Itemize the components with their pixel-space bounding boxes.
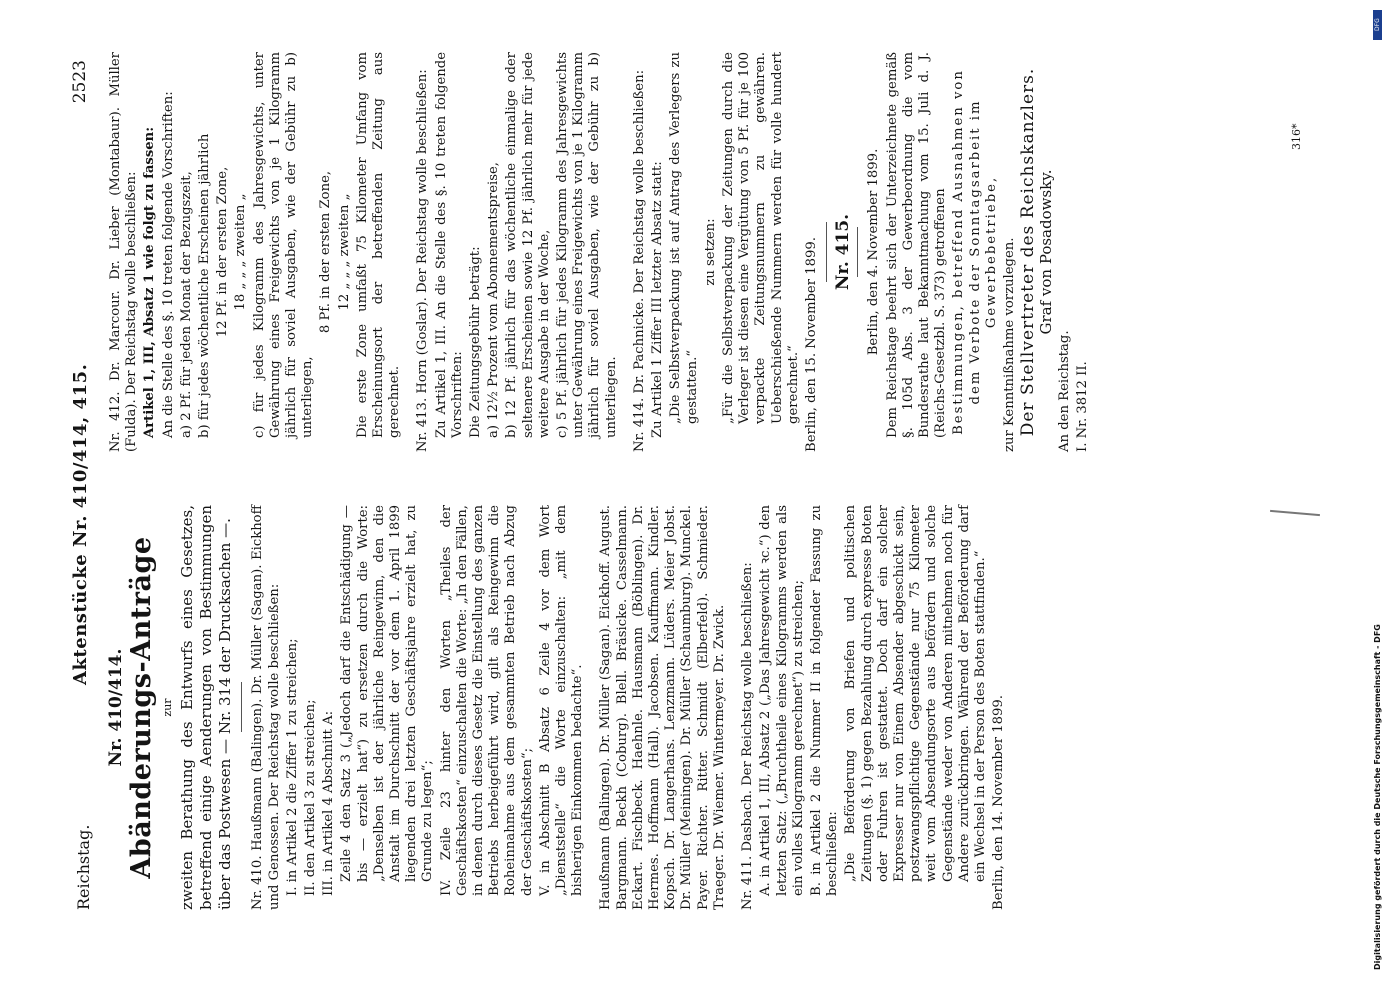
separator (826, 222, 827, 282)
motion-414-heading: Nr. 414. Dr. Pachnicke. Der Reichstag wolle beschließen: (631, 69, 647, 452)
document-415-date: Berlin, den 4. November 1899. (866, 148, 882, 356)
motion-410-item-i: I. in Artikel 2 die Ziffer 1 zu streichen; (284, 638, 300, 896)
right-column (108, 52, 1093, 452)
page-number: 2523 (70, 60, 90, 104)
motion-411-date: Berlin, den 14. November 1899. (991, 695, 1007, 910)
document-415-closing: zur Kenntnißnahme vorzulegen. (1001, 237, 1017, 452)
document-415-title: Nr. 415. (833, 213, 854, 291)
section-title: Abänderungs-Anträge (126, 536, 158, 879)
header-left: Reichstag. (74, 824, 93, 910)
motion-411-item-a: A. in Artikel 1, III, Absatz 2 („Das Jahresgewicht ꝛc.“) den letzten Satz: („Bruchtheile eines Kilogramms werden als ein volles Kilogramm gerechnet“) zu streichen; (758, 505, 806, 896)
motion-410-item-iii: III. in Artikel 4 Abschnitt A: (321, 710, 337, 896)
motion-412-heading: Nr. 412. Dr. Marcour. Dr. Lieber (Montabaur). Müller (Fulda). Der Reichstag wolle beschließen: (108, 52, 140, 452)
motion-413-heading: Nr. 413. Horn (Goslar). Der Reichstag wolle beschließen: (415, 69, 431, 452)
motion-412-item-c-line2: 12 „ „ „ zweiten „ (336, 193, 352, 311)
motion-414-quote-2: „Für die Selbstverpackung der Zeitungen durch die Verleger ist diesen eine Vergütung von 5 Pf. für je 100 verpackte Zeitungsnummern zu gewähren. Ueberschießende Nummern werden für volle hundert gerechnet.“ (720, 52, 801, 424)
motion-413-item-c: c) 5 Pf. jährlich für jedes Kilogramm des Jahresgewichts unter Gewährung eines Freigewichts von je 1 Kilogramm jährlich für soviel Ausgaben, wie der Gebühr zu b) unterliegen. (555, 52, 619, 438)
motion-412-item-b: b) für jedes wöchentliche Erscheinen jährlich (197, 133, 213, 438)
motion-412-item-c: c) für jedes Kilogramm des Jahresgewichts, unter Gewährung eines Freigewichts von je 1 Kilogramm jährlich für soviel Ausgaben, wie der Gebühr zu b) unterliegen, (251, 52, 316, 438)
motion-413-article: Zu Artikel 1, III. An die Stelle des §. 10 treten folgende Vorschriften: (433, 52, 465, 438)
motion-412-article: Artikel 1, III, Absatz 1 wie folgt zu fassen: (142, 126, 158, 438)
motion-413-intro: Die Zeitungsgebühr beträgt: (468, 246, 484, 438)
header-title: Aktenstücke Nr. 410/414, 415. (70, 363, 91, 685)
motion-411-heading: Nr. 411. Dasbach. Der Reichstag wolle beschließen: (740, 562, 756, 910)
motion-412-item-c-line1: 8 Pf. in der ersten Zone, (318, 170, 334, 334)
motion-413-item-b: b) 12 Pf. jährlich für das wöchentliche einmalige oder seltenere Erscheinen sowie 12 Pf. jährlich mehr für jede weitere Ausgabe in der Woche, (504, 52, 552, 438)
document-415-regulations: Bestimmungen, betreffend Ausnahmen von dem Verbote der Sonntagsarbeit im Gewerbebetriebe, (951, 69, 999, 435)
motion-414-date: Berlin, den 15. November 1899. (803, 237, 819, 452)
reference-number: I. Nr. 3812 II. (1074, 361, 1090, 452)
motion-411-item-b-text: „Die Beförderung von Briefen und politischen Zeitungen (§. 1) gegen Bezahlung durch expresse Boten oder Fuhren ist gestattet. Doch darf ein solcher Expresser nur von Einem Absender abgeschickt sein, postzwangspflichtige Gegenstände nur 75 Kilometer weit vom Absendungsorte aus befördern und solche Gegenstände weder von Anderen mitnehmen noch für Andere zurückbringen. Während der Beförderung darf ein Wechsel in der Person des Boten stattfinden.“ (843, 505, 988, 882)
motion-412-closing: Die erste Zone umfaßt 75 Kilometer Umfang vom Erscheinungsort der betreffenden Zeitung aus gerechnet. (354, 52, 403, 438)
motion-412-item-b-line1: 12 Pf. in der ersten Zone, (215, 166, 231, 338)
digitization-strip (1373, 10, 1383, 970)
section-number: Nr. 410/414. (106, 648, 126, 767)
signature-title: Der Stellvertreter des Reichskanzlers. (1018, 67, 1039, 437)
dfg-logo: DFG (1373, 10, 1382, 40)
document-415-text: Dem Reichstage beehrt sich der Unterzeichnete gemäß §. 105d Abs. 3 der Gewerbeordnung die vom Bundesrathe laut Bekanntmachung vom 15. Juli d. J. (Reichs-Gesetzbl. S. 373) getroffenen (884, 52, 949, 438)
motion-413-item-a: a) 12½ Prozent vom Abonnementspreise, (486, 162, 502, 438)
separator (857, 227, 858, 277)
sheet-number: 316* (1290, 123, 1303, 150)
motion-414-quote-1: „Die Selbstverpackung ist auf Antrag des Verlegers zu gestatten.“ (668, 52, 700, 424)
motion-410-item-v: V. in Abschnitt B Absatz 6 Zeile 4 vor dem Wort „Dienststelle“ die Worte einzuschalten: „mit dem bisherigen Einkommen bedachte“. (537, 505, 586, 896)
running-header (70, 60, 100, 910)
motion-412-item-b-line2: 18 „ „ „ zweiten „ (233, 193, 249, 311)
motion-410-item-iv: IV. Zeile 23 hinter den Worten „Theiles der Geschäftskosten“ einzuschalten die Worte: „In den Fällen, in denen durch dieses Gesetz die Einstellung des ganzen Betriebs herbeigeführt wird, gilt als Reingewinn die Roheinnahme aus dem gesammten Betrieb nach Abzug der Geschäftskosten“; (438, 505, 535, 896)
motion-412-text: An die Stelle des §. 10 treten folgende Vorschriften: (160, 91, 176, 438)
motion-410-item-ii: II. den Artikel 3 zu streichen; (303, 699, 319, 896)
addressee: An den Reichstag. (1056, 330, 1072, 452)
separator (241, 683, 242, 733)
motion-414-zu-setzen: zu setzen: (702, 218, 718, 286)
left-column (108, 505, 1009, 910)
motion-414-article: Zu Artikel 1 Ziffer III letzter Absatz statt: (650, 161, 666, 438)
motion-411-item-b: B. in Artikel 2 die Nummer II in folgender Fassung zu beschließen: (808, 505, 841, 896)
intro-paragraph: zweiten Berathung des Entwurfs eines Gesetzes, betreffend einige Aenderungen von Bestimmungen über das Postwesen — Nr. 314 der Drucksachen —. (178, 505, 235, 910)
motion-410-heading: Nr. 410. Haußmann (Balingen). Dr. Müller (Sagan). Eickhoff und Genossen. Der Reichstag wolle beschließen: (250, 505, 282, 910)
digitization-credit: Digitalisierung gefördert durch die Deutsche Forschungsgemeinschaft - DFG (1373, 624, 1382, 970)
motion-412-item-a: a) 2 Pf. für jeden Monat der Bezugszeit, (178, 171, 194, 438)
margin-mark (1270, 510, 1320, 516)
motion-410-item-iii-text: Zeile 4 den Satz 3 („Jedoch darf die Entschädigung — bis — erzielt hat“) zu ersetzen durch die Worte: „Denselben ist der jährliche Reingewinn, den die Anstalt im Durchschnitt der vor dem 1. April 1899 liegenden drei letzten Geschäftsjahre erzielt hat, zu Grunde zu legen“; (339, 505, 436, 882)
signature-name: Graf von Posadowsky. (1037, 169, 1056, 335)
motion-410-signers: Haußmann (Balingen). Dr. Müller (Sagan). Eickhoff. August. Bargmann. Beckh (Coburg). Blell. Bräsicke. Casselmann. Eckart. Fischbeck. Haehnle. Hausmann (Böblingen). Dr. Hermes. Hoffmann (Hall). Jacobsen. Kauffmann. Kindler. Kopsch. Dr. Langerhans. Lenzmann. Lüders. Meier Jobst. Dr. Müller (Meiningen). Dr. Müller (Schaumburg). Munckel. Payer. Richter. Ritter. Schmidt (Elberfeld). Schmieder. Traeger. Dr. Wiemer. Wintermeyer. Dr. Zwick. (598, 505, 727, 910)
title-zur: zur (161, 698, 175, 717)
